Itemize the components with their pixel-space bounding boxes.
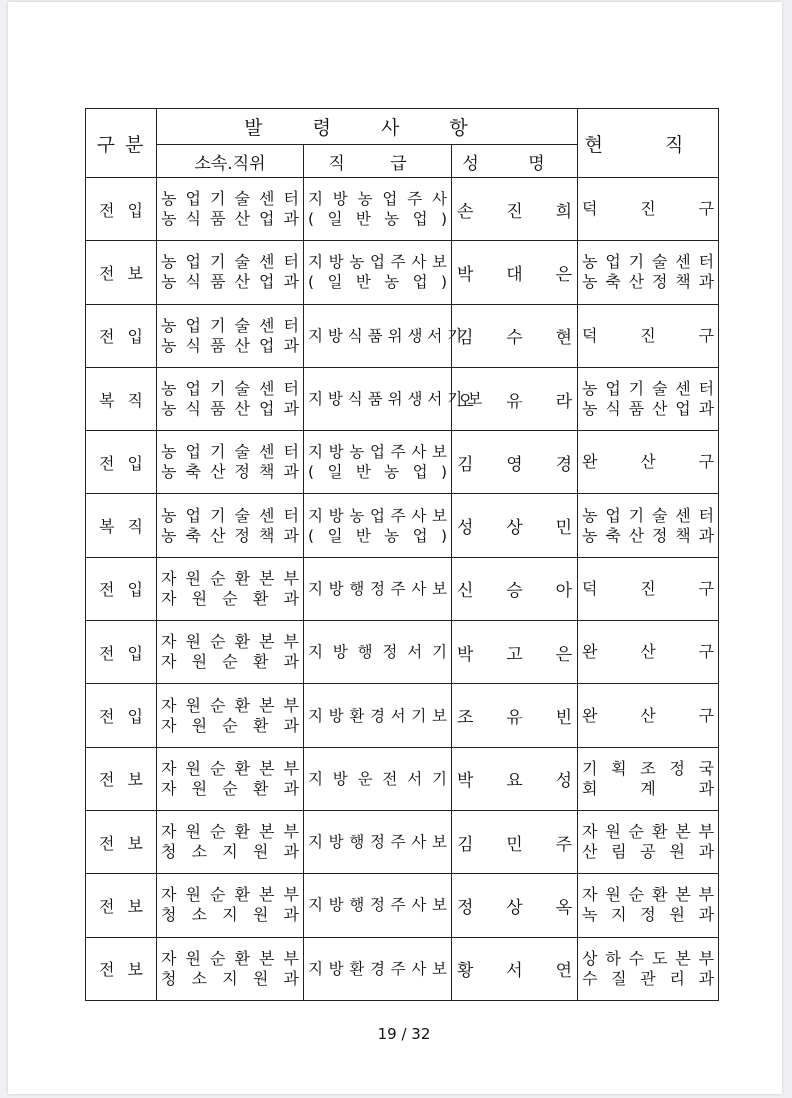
- cell-grade: [304, 304, 463, 367]
- type-label: 전 보: [99, 770, 143, 790]
- cell-current: [578, 304, 719, 367]
- cell-current: [578, 684, 719, 747]
- document-page: [8, 2, 782, 1094]
- cell-current: [578, 747, 719, 810]
- cell-line: 농 업 기 술 센 터: [161, 379, 299, 399]
- type-label: 전 보: [99, 263, 143, 283]
- cell-type: [86, 937, 157, 1000]
- cell-current: [578, 367, 719, 430]
- cell-type: [86, 557, 157, 620]
- cell-affiliation: [157, 178, 304, 241]
- table-row: [86, 874, 719, 937]
- cell-line: 자 원 순 환 본 부: [582, 822, 715, 842]
- cell-name: [452, 304, 578, 367]
- table-row: [86, 304, 719, 367]
- cell-name: [452, 178, 578, 241]
- cell-line: 자 원 순 환 본 부: [161, 632, 299, 652]
- cell-type: [86, 494, 157, 557]
- page-number: 19 / 32: [377, 1025, 431, 1043]
- cell-line: 자 원 순 환 본 부: [161, 822, 299, 842]
- cell-current: [578, 494, 719, 557]
- cell-current: [578, 937, 719, 1000]
- cell-line: 수 질 관 리 과: [582, 968, 715, 988]
- cell-grade: [304, 937, 452, 1000]
- type-label: 전 보: [99, 896, 143, 916]
- cell-affiliation: [157, 304, 304, 367]
- cell-affiliation: [157, 747, 304, 810]
- cell-line: 녹 지 정 원 과: [582, 905, 715, 925]
- cell-line: 농 식 품 산 업 과: [161, 272, 299, 292]
- table-row: [86, 241, 719, 304]
- person-name: 손 진 희: [457, 201, 573, 222]
- header-name: 성 명: [452, 145, 578, 178]
- cell-type: [86, 241, 157, 304]
- person-name: 조 유 빈: [457, 708, 573, 729]
- cell-current: [578, 557, 719, 620]
- person-name: 김 영 경: [457, 454, 573, 475]
- cell-line: 농 축 산 정 책 과: [582, 272, 715, 292]
- cell-type: [86, 178, 157, 241]
- cell-line: 농 식 품 산 업 과: [161, 335, 299, 355]
- cell-grade: [304, 557, 452, 620]
- table-row: [86, 431, 719, 494]
- cell-line: 자 원 순 환 과: [161, 588, 299, 608]
- cell-current: [578, 241, 719, 304]
- cell-line: 농 축 산 정 책 과: [161, 525, 299, 545]
- cell-line: 청 소 지 원 과: [161, 968, 299, 988]
- person-name: 오 유 라: [457, 391, 573, 412]
- cell-line: 자 원 순 환 본 부: [161, 948, 299, 968]
- cell-name: [452, 431, 578, 494]
- cell-line: 자 원 순 환 본 부: [161, 695, 299, 715]
- personnel-order-table: [85, 108, 719, 1001]
- cell-line: ( 일 반 농 업 ): [308, 210, 447, 229]
- type-label: 전 입: [99, 453, 143, 473]
- table-row: [86, 810, 719, 873]
- cell-type: [86, 431, 157, 494]
- cell-grade: [304, 241, 452, 304]
- cell-grade: [304, 747, 452, 810]
- cell-line: 청 소 지 원 과: [161, 905, 299, 925]
- type-label: 전 보: [99, 833, 143, 853]
- cell-line: 청 소 지 원 과: [161, 842, 299, 862]
- cell-line: 덕 진 구: [582, 578, 715, 598]
- table-row: [86, 178, 719, 241]
- header-current: 현 직: [578, 109, 719, 178]
- cell-line: 지 방 행 정 주 사 보: [308, 896, 447, 915]
- person-name: 황 서 연: [457, 961, 573, 982]
- cell-line: 지 방 농 업 주 사 보: [308, 506, 447, 525]
- cell-affiliation: [157, 621, 304, 684]
- cell-affiliation: [157, 241, 304, 304]
- cell-line: 상 하 수 도 본 부: [582, 948, 715, 968]
- cell-line: 자 원 순 환 과: [161, 715, 299, 735]
- cell-line: 자 원 순 환 과: [161, 778, 299, 798]
- cell-name: [452, 557, 578, 620]
- cell-line: 농 축 산 정 책 과: [161, 462, 299, 482]
- cell-type: [86, 874, 157, 937]
- person-name: 김 수 현: [457, 328, 573, 349]
- cell-line: 덕 진 구: [582, 199, 715, 219]
- person-name: 박 대 은: [457, 264, 573, 285]
- cell-affiliation: [157, 874, 304, 937]
- cell-grade: [304, 684, 452, 747]
- table-row: [86, 621, 719, 684]
- cell-line: 농 식 품 산 업 과: [161, 209, 299, 229]
- cell-affiliation: [157, 557, 304, 620]
- cell-type: [86, 684, 157, 747]
- table-row: [86, 494, 719, 557]
- cell-line: 완 산 구: [582, 452, 715, 472]
- table-row: [86, 747, 719, 810]
- cell-line: 덕 진 구: [582, 325, 715, 345]
- cell-line: 지 방 식 품 위 생 서 기 보: [308, 390, 483, 409]
- cell-type: [86, 810, 157, 873]
- cell-line: 농 식 품 산 업 과: [582, 399, 715, 419]
- cell-line: 지 방 농 업 주 사: [308, 190, 447, 209]
- cell-name: [452, 367, 578, 430]
- type-label: 전 입: [99, 643, 143, 663]
- cell-line: 농 축 산 정 책 과: [582, 525, 715, 545]
- cell-line: ( 일 반 농 업 ): [308, 273, 447, 292]
- cell-grade: [304, 178, 452, 241]
- type-label: 복 직: [99, 390, 143, 410]
- type-label: 전 보: [99, 960, 143, 980]
- cell-current: [578, 810, 719, 873]
- cell-line: ( 일 반 농 업 ): [308, 463, 447, 482]
- cell-current: [578, 178, 719, 241]
- cell-line: 농 식 품 산 업 과: [161, 399, 299, 419]
- cell-line: 농 업 기 술 센 터: [582, 252, 715, 272]
- header-type: 구 분: [86, 109, 157, 178]
- cell-line: 산 림 공 원 과: [582, 842, 715, 862]
- cell-type: [86, 621, 157, 684]
- cell-grade: [304, 810, 452, 873]
- cell-line: 자 원 순 환 본 부: [161, 758, 299, 778]
- cell-grade: [304, 494, 452, 557]
- cell-line: 지 방 농 업 주 사 보: [308, 253, 447, 272]
- cell-name: [452, 747, 578, 810]
- cell-name: [452, 937, 578, 1000]
- cell-line: 농 업 기 술 센 터: [161, 315, 299, 335]
- cell-name: [452, 494, 578, 557]
- header-grade: 직 급: [304, 145, 452, 178]
- table-row: [86, 937, 719, 1000]
- cell-affiliation: [157, 494, 304, 557]
- cell-name: [452, 874, 578, 937]
- cell-affiliation: [157, 367, 304, 430]
- cell-line: 지 방 운 전 서 기: [308, 769, 447, 788]
- cell-line: 지 방 농 업 주 사 보: [308, 443, 447, 462]
- cell-type: [86, 367, 157, 430]
- header-order-group: 발 령 사 항: [157, 109, 578, 145]
- cell-grade: [304, 874, 452, 937]
- cell-type: [86, 747, 157, 810]
- cell-line: 농 업 기 술 센 터: [161, 252, 299, 272]
- cell-type: [86, 304, 157, 367]
- table-row: [86, 684, 719, 747]
- cell-line: 농 업 기 술 센 터: [161, 505, 299, 525]
- type-label: 복 직: [99, 517, 143, 537]
- cell-name: [452, 621, 578, 684]
- person-name: 박 고 은: [457, 644, 573, 665]
- cell-line: 회 계 과: [582, 778, 715, 798]
- cell-line: 완 산 구: [582, 705, 715, 725]
- cell-line: 지 방 식 품 위 생 서 기: [308, 326, 463, 345]
- type-label: 전 입: [99, 327, 143, 347]
- cell-line: 완 산 구: [582, 642, 715, 662]
- cell-line: 지 방 행 정 주 사 보: [308, 833, 447, 852]
- cell-line: 농 업 기 술 센 터: [582, 505, 715, 525]
- type-label: 전 입: [99, 580, 143, 600]
- cell-current: [578, 621, 719, 684]
- cell-line: 자 원 순 환 과: [161, 652, 299, 672]
- cell-name: [452, 684, 578, 747]
- cell-line: 지 방 환 경 서 기 보: [308, 706, 447, 725]
- cell-line: 농 업 기 술 센 터: [161, 189, 299, 209]
- cell-line: 자 원 순 환 본 부: [161, 568, 299, 588]
- cell-line: 지 방 환 경 주 사 보: [308, 959, 447, 978]
- type-label: 전 입: [99, 200, 143, 220]
- cell-line: 농 업 기 술 센 터: [582, 379, 715, 399]
- person-name: 정 상 옥: [457, 897, 573, 918]
- person-name: 신 승 아: [457, 581, 573, 602]
- cell-current: [578, 431, 719, 494]
- person-name: 박 요 성: [457, 771, 573, 792]
- type-label: 전 입: [99, 707, 143, 727]
- cell-affiliation: [157, 431, 304, 494]
- cell-line: 자 원 순 환 본 부: [161, 885, 299, 905]
- header-affiliation: 소속.직위: [157, 145, 304, 178]
- cell-line: 지 방 행 정 서 기: [308, 643, 447, 662]
- cell-line: ( 일 반 농 업 ): [308, 526, 447, 545]
- cell-line: 기 획 조 정 국: [582, 758, 715, 778]
- cell-current: [578, 874, 719, 937]
- cell-name: [452, 810, 578, 873]
- table-row: [86, 557, 719, 620]
- person-name: 성 상 민: [457, 518, 573, 539]
- person-name: 김 민 주: [457, 834, 573, 855]
- cell-affiliation: [157, 937, 304, 1000]
- cell-affiliation: [157, 684, 304, 747]
- table-row: [86, 367, 719, 430]
- cell-line: 지 방 행 정 주 사 보: [308, 579, 447, 598]
- cell-grade: [304, 431, 452, 494]
- cell-line: 자 원 순 환 본 부: [582, 885, 715, 905]
- cell-name: [452, 241, 578, 304]
- cell-grade: [304, 367, 483, 430]
- cell-grade: [304, 621, 452, 684]
- cell-line: 농 업 기 술 센 터: [161, 442, 299, 462]
- cell-affiliation: [157, 810, 304, 873]
